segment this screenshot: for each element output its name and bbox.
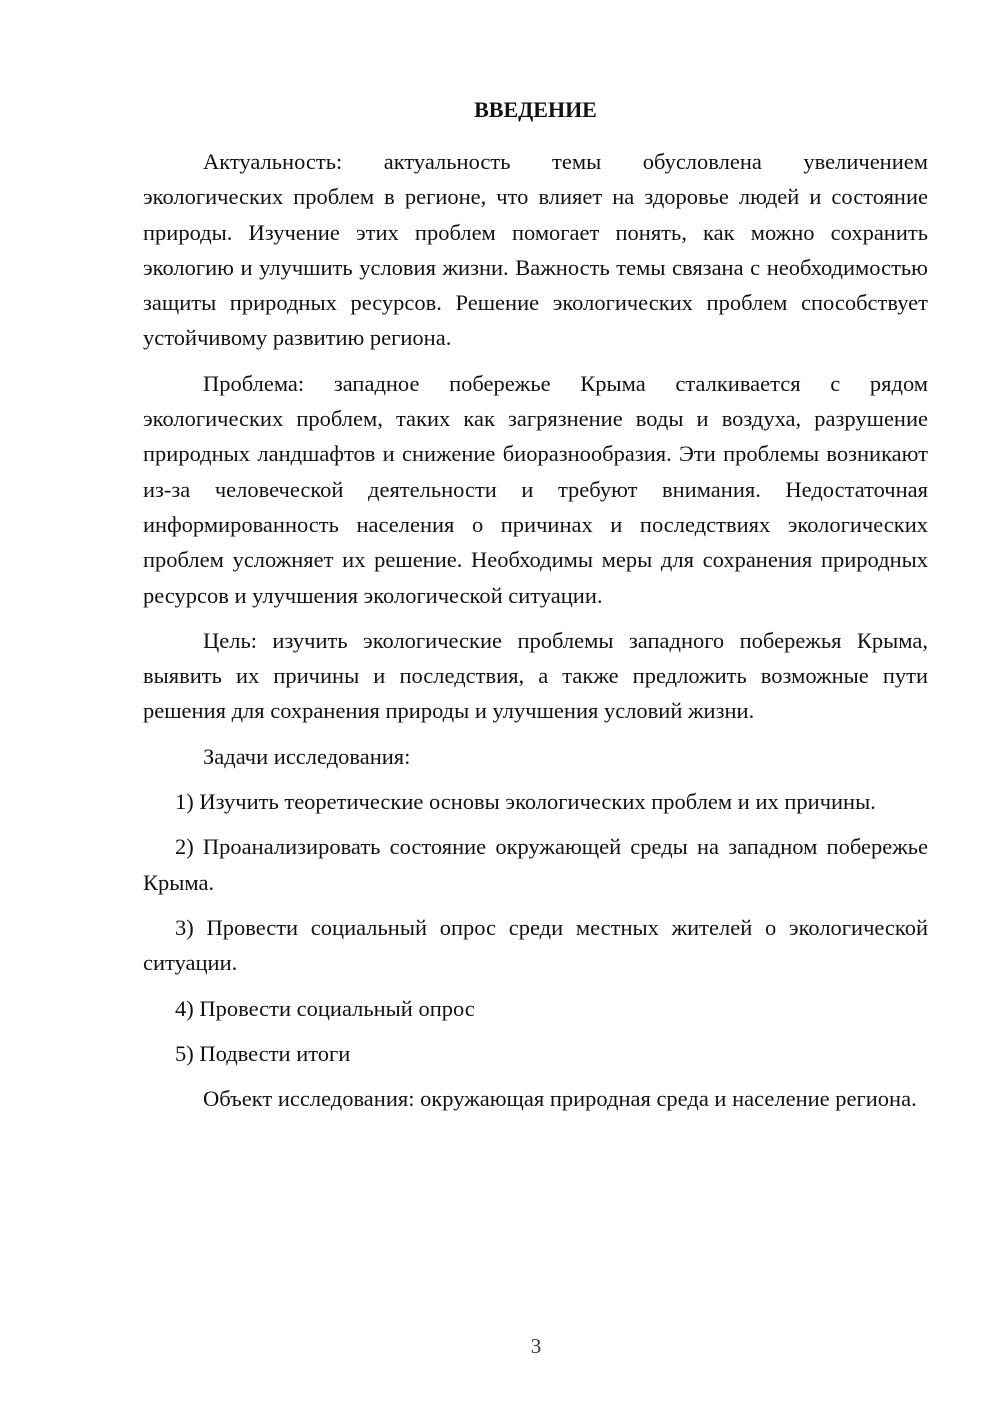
object-paragraph: Объект исследования: окружающая природная среда и население региона. (203, 1086, 917, 1112)
tasks-title: Задачи исследования: (203, 743, 411, 769)
task-item-2: 2) Проанализировать состояние окружающей среды на западном побережье Крыма. (143, 834, 928, 895)
task-item-1: 1) Изучить теоретические основы экологических проблем и их причины. (175, 789, 876, 815)
task-item-3: 3) Провести социальный опрос среди местных жителей о экологической ситуации. (143, 914, 928, 976)
problem-paragraph: Проблема: западное побережье Крыма сталкивается с рядом экологических проблем, таких как загрязнение воды и воздуха, разрушение природных ландшафтов и снижение биоразнообразия. Эти проблемы возникают из-за человеческой деятельности и требуют внимания. Недостаточная информированность населения о причинах и последствиях экологических проблем усложняет их решение. Необходимы меры для сохранения природных ресурсов и улучшения экологической ситуации. (143, 370, 928, 608)
goal-paragraph: Цель: изучить экологические проблемы западного побережья Крыма, выявить их причины и последствия, а также предложить возможные пути решения для сохранения природы и улучшения условий жизни. (143, 627, 928, 724)
task-item-4: 4) Провести социальный опрос (175, 995, 475, 1021)
page-heading: ВВЕДЕНИЕ (474, 97, 597, 122)
document-body (143, 96, 928, 1126)
task-item-5: 5) Подвести итоги (175, 1040, 351, 1066)
page-number: 3 (530, 1334, 542, 1358)
relevance-paragraph: Актуальность: актуальность темы обусловлена увеличением экологических проблем в регионе, что влияет на здоровье людей и состояние природы. Изучение этих проблем помогает понять, как можно сохранить экологию и улучшить условия жизни. Важность темы связана с необходимостью защиты природных ресурсов. Решение экологических проблем способствует устойчивому развитию региона. (143, 149, 928, 351)
